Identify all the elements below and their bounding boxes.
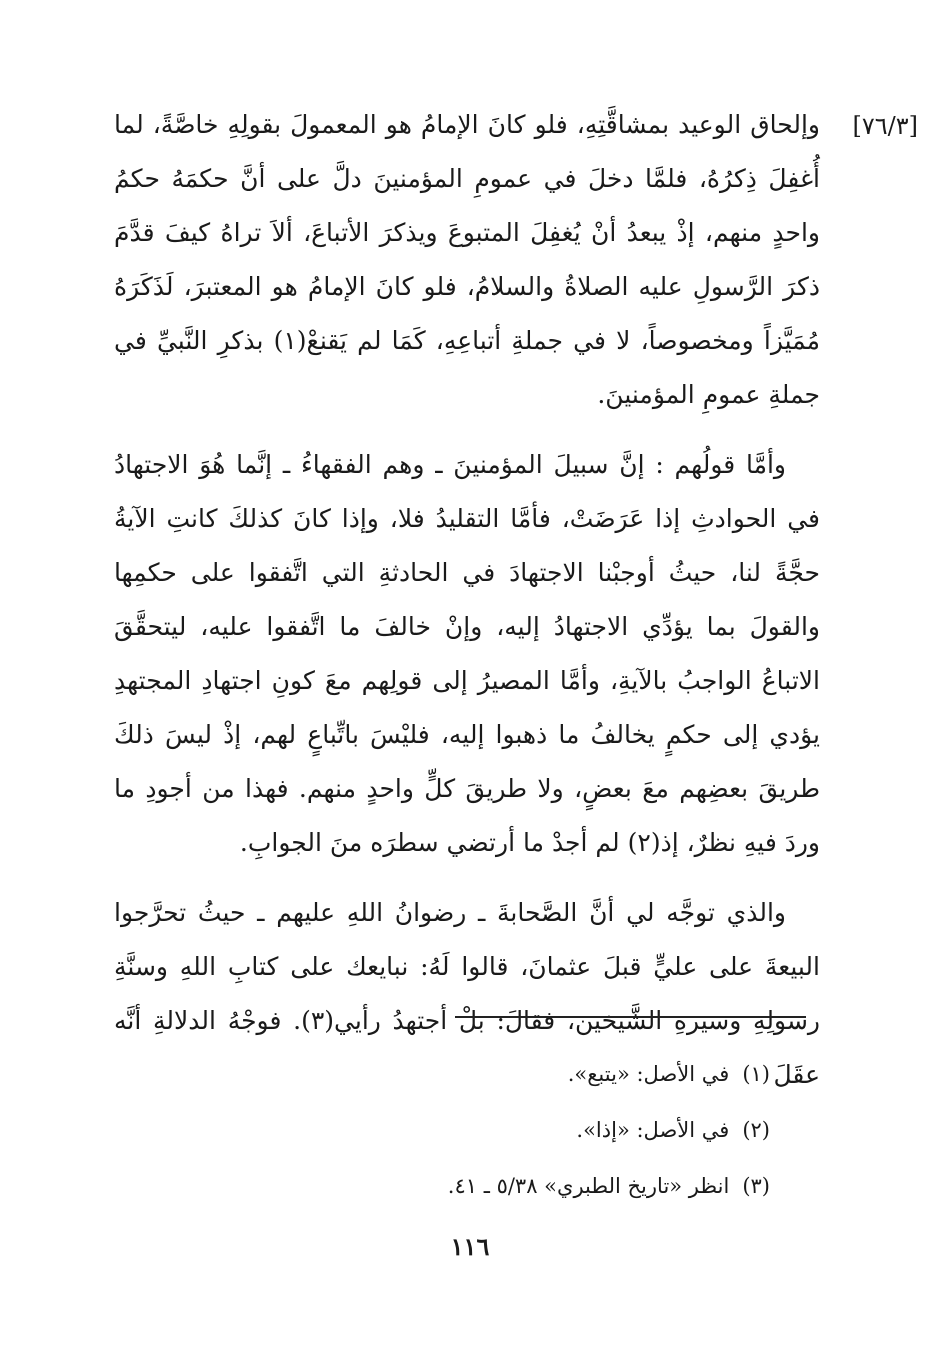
footnote-3 (150, 1158, 770, 1214)
paragraph-2: وأمَّا قولُهم : إنَّ سبيلَ المؤمنينَ ـ وهم الفقهاءُ ـ إنَّما هُوَ الاجتهادُ في الحوادثِ إذا عَرَضَتْ، فأمَّا التقليدُ فلا، وإذا كانَ كذلكَ كانتِ الآيةُ حجَّةً لنا، حيثُ أوجبْنا الاجتهادَ في الحادثةِ التي اتَّفقوا على حكمِها والقولَ بما يؤدِّي الاجتهادُ إليه، وإنْ خالفَ ما اتَّفقوا عليه، ليتحقَّقَ الاتباعُ الواجبُ بالآيةِ، وأمَّا المصيرُ إلى قولِهم معَ كونِ اجتهادِ المجتهدِ يؤدي إلى حكمٍ يخالفُ ما ذهبوا إليه، فليْسَ باتِّباعٍ لهم، إذْ ليسَ ذلكَ طريقَ بعضِهم معَ بعضٍ، ولا طريقَ كلٍّ واحدٍ منهم. فهذا من أجودِ ما وردَ فيهِ نظرٌ، إذ(٢) لم أجدْ ما أرتضي سطرَه منَ الجوابِ. (114, 450, 820, 857)
footnote-separator (455, 1016, 806, 1018)
footnote-text: في الأصل: «يتبع». (567, 1062, 730, 1086)
footnote-2 (150, 1102, 770, 1158)
footnote-number: (١) (742, 1062, 770, 1086)
paragraph-1: وإلحاق الوعيد بمشاقَّتِهِ، فلو كانَ الإمامُ هو المعمولَ بقولِهِ خاصَّةً، لما أُغفِلَ ذِكرُهُ، فلمَّا دخلَ في عمومِ المؤمنينَ دلَّ على أنَّ حكمَهُ حكمُ واحدٍ منهم، إذْ يبعدُ أنْ يُغفِلَ المتبوعَ ويذكرَ الأتباعَ، ألاَ تراهُ كيفَ قدَّمَ ذكرَ الرَّسولِ عليه الصلاةُ والسلامُ، فلو كانَ الإمامُ هو المعتبرَ، لَذَكَرَهُ مُمَيَّزاً ومخصوصاً، لا في جملةِ أتباعِهِ، كَمَا لم يَقنعْ(١) بذكرِ النَّبيِّ في جملةِ عمومِ المؤمنينَ. (114, 110, 820, 409)
footnote-text: في الأصل: «إذا». (576, 1118, 730, 1142)
footnote-1 (150, 1046, 770, 1102)
paragraph-3: والذي توجَّه لي أنَّ الصَّحابةَ ـ رضوانُ اللهِ عليهم ـ حيثُ تحرَّجوا البيعةَ على عليٍّ قبلَ عثمانَ، قالوا لَهُ: نبايعك على كتابِ اللهِ وسنَّةِ رسولِهِ وسيرةِ الشَّيخين، فقالَ: بلْ أجتهدُ رأيي(٣). فوجْهُ الدلالةِ أنَّه عقَلَ (114, 898, 820, 1089)
footnotes (150, 1046, 770, 1214)
page-number: ١١٦ (450, 1232, 490, 1261)
footnote-number: (٣) (742, 1174, 770, 1198)
margin-reference: [٧٦/٣] (852, 112, 918, 140)
footnote-text: انظر «تاريخ الطبري» ٥/٣٨ ـ ٤١. (447, 1174, 730, 1198)
footnote-number: (٢) (742, 1118, 770, 1142)
main-text (114, 98, 820, 1102)
